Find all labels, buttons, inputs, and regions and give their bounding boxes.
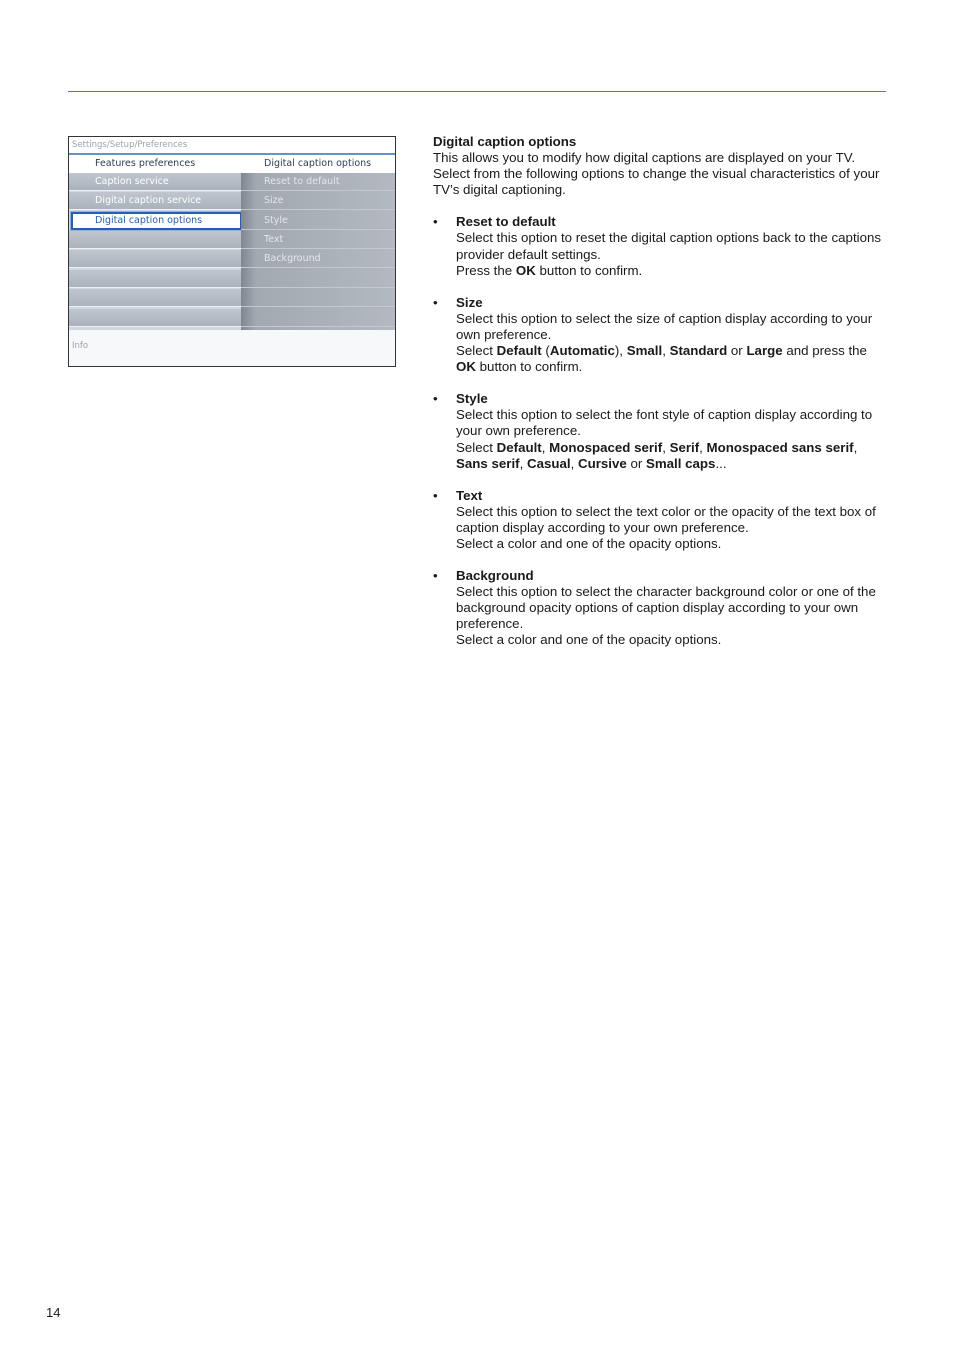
section-heading: Digital caption options [433, 134, 577, 149]
bullet: • [433, 294, 438, 310]
item-description: Select this option to select the text color or the opacity of the text box of caption display according to your own preference. [456, 503, 876, 535]
item-options: Select Default, Monospaced serif, Serif, Monospaced sans serif, Sans serif, Casual, Cursive or Small caps... [456, 439, 858, 471]
header-rule [68, 91, 886, 92]
list-item-style [433, 391, 885, 471]
item-description: Select this option to select the size of caption display according to your own preference. [456, 310, 873, 342]
intro-paragraph: This allows you to modify how digital captions are displayed on your TV. Select from the following options to change the visual characteristics of your TV’s digital captioning. [433, 150, 880, 198]
menu-left-column [69, 173, 241, 330]
menu-right-header: Digital caption options [264, 158, 372, 169]
item-confirm: Press the OK button to confirm. [456, 262, 643, 278]
bullet: • [433, 568, 438, 584]
menu-empty-row [69, 250, 241, 268]
page-number: 14 [46, 1305, 61, 1320]
list-item-text [433, 488, 885, 552]
submenu-empty-row [241, 270, 395, 288]
list-item-background [433, 568, 885, 648]
item-title: Background [456, 568, 534, 584]
menu-item-digital-caption-options[interactable]: Digital caption options [71, 212, 242, 230]
item-description: Select this option to reset the digital caption options back to the captions provider default settings. [456, 230, 882, 262]
item-note: Select a color and one of the opacity options. [456, 632, 722, 648]
submenu-item-reset-to-default[interactable]: Reset to default [241, 173, 395, 191]
item-title: Size [456, 294, 483, 310]
menu-left-header: Features preferences [95, 158, 196, 169]
menu-breadcrumb: Settings/Setup/Preferences [72, 140, 188, 150]
item-options: Select Default (Automatic), Small, Standard or Large and press the OK button to confirm. [456, 343, 867, 375]
tv-menu-screenshot [68, 136, 396, 367]
submenu-item-background[interactable]: Background [241, 250, 395, 268]
menu-right-column [241, 173, 395, 330]
menu-empty-row [69, 231, 241, 249]
menu-empty-row [69, 309, 241, 327]
submenu-item-size[interactable]: Size [241, 192, 395, 210]
menu-empty-row [69, 289, 241, 307]
item-title: Text [456, 487, 483, 503]
item-note: Select a color and one of the opacity options. [456, 535, 722, 551]
item-description: Select this option to select the character background color or one of the background opacity options of caption display according to your own preference. [456, 584, 876, 632]
submenu-item-text[interactable]: Text [241, 231, 395, 249]
bullet: • [433, 487, 438, 503]
submenu-empty-row [241, 309, 395, 327]
menu-item-caption-service[interactable]: Caption service [69, 173, 241, 191]
list-item-reset [433, 214, 885, 278]
menu-item-digital-caption-service[interactable]: Digital caption service [69, 192, 241, 210]
menu-breadcrumb-rule [69, 153, 395, 155]
list-item-size [433, 295, 885, 375]
document-body [433, 134, 885, 649]
menu-info-label: Info [72, 341, 89, 351]
menu-empty-row [69, 270, 241, 288]
item-title: Style [456, 391, 488, 407]
item-description: Select this option to select the font style of caption display according to your own preference. [456, 407, 873, 439]
item-title: Reset to default [456, 214, 556, 230]
bullet: • [433, 391, 438, 407]
menu-info-area [69, 330, 395, 366]
bullet: • [433, 214, 438, 230]
submenu-empty-row [241, 289, 395, 307]
submenu-item-style[interactable]: Style [241, 212, 395, 230]
